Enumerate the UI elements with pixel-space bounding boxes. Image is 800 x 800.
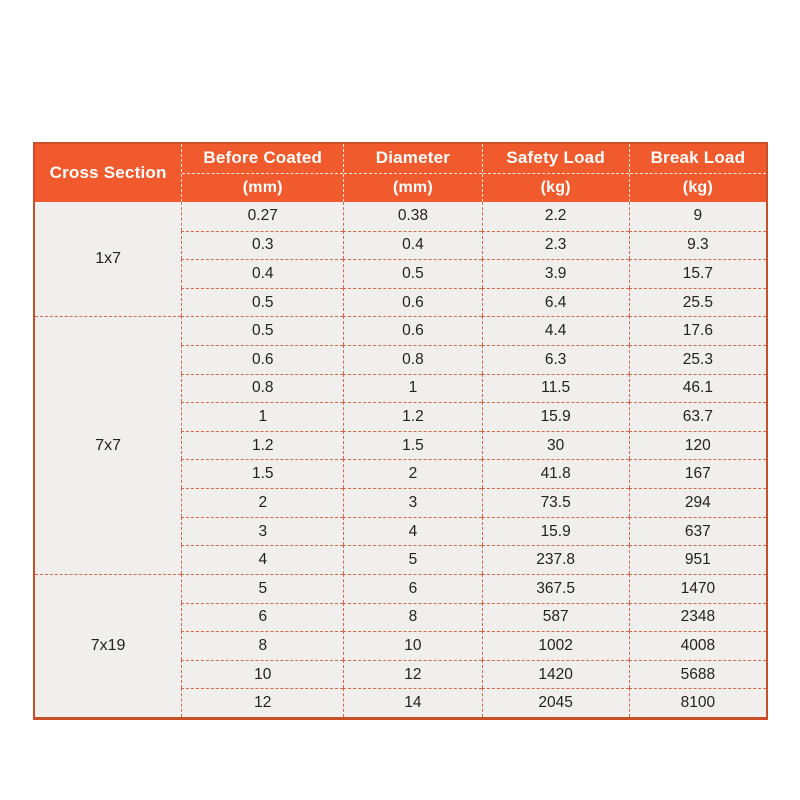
header-unit: (mm)	[344, 173, 481, 203]
table-cell: 12	[181, 688, 343, 717]
header-title: Cross Section	[49, 163, 167, 182]
table-cell: 14	[343, 688, 481, 717]
header-cell-break-load	[629, 144, 766, 202]
table-cell: 25.5	[629, 288, 766, 317]
table-cell: 3	[343, 488, 481, 517]
table-cell: 6	[181, 603, 343, 632]
table-cell: 46.1	[629, 374, 766, 403]
section-label-7x7: 7x7	[35, 316, 181, 574]
table-cell: 1420	[482, 660, 629, 689]
table-cell: 8	[181, 631, 343, 660]
header-unit: (kg)	[630, 173, 766, 203]
table-cell: 2	[181, 488, 343, 517]
header-unit: (kg)	[483, 173, 629, 203]
wire-rope-spec-table	[33, 142, 768, 720]
table-cell: 294	[629, 488, 766, 517]
table-cell: 15.9	[482, 402, 629, 431]
table-cell: 1.2	[181, 431, 343, 460]
table-cell: 5	[181, 574, 343, 603]
table-cell: 0.8	[343, 345, 481, 374]
table-cell: 1.5	[181, 459, 343, 488]
table-cell: 637	[629, 517, 766, 546]
table-cell: 0.6	[343, 316, 481, 345]
table-cell: 4008	[629, 631, 766, 660]
table-cell: 1002	[482, 631, 629, 660]
table-cell: 15.7	[629, 259, 766, 288]
header-title: Before Coated	[203, 148, 323, 168]
table-cell: 0.3	[181, 231, 343, 260]
table-cell: 4	[343, 517, 481, 546]
table-cell: 6.3	[482, 345, 629, 374]
table-cell: 0.5	[343, 259, 481, 288]
table-cell: 2.3	[482, 231, 629, 260]
table-cell: 1.5	[343, 431, 481, 460]
table-cell: 10	[181, 660, 343, 689]
table-cell: 11.5	[482, 374, 629, 403]
table-cell: 167	[629, 459, 766, 488]
table-cell: 5	[343, 545, 481, 574]
table-cell: 9.3	[629, 231, 766, 260]
table-cell: 3	[181, 517, 343, 546]
table-cell: 1	[181, 402, 343, 431]
table-cell: 2045	[482, 688, 629, 717]
table-cell: 237.8	[482, 545, 629, 574]
section-label-7x19: 7x19	[35, 574, 181, 717]
table-cell: 17.6	[629, 316, 766, 345]
table-cell: 15.9	[482, 517, 629, 546]
table-cell: 0.4	[343, 231, 481, 260]
table-cell: 6.4	[482, 288, 629, 317]
table-cell: 2.2	[482, 202, 629, 231]
header-cell-before-coated	[181, 144, 343, 202]
table-cell: 25.3	[629, 345, 766, 374]
section-label-1x7: 1x7	[35, 202, 181, 316]
table-cell: 3.9	[482, 259, 629, 288]
table-cell: 367.5	[482, 574, 629, 603]
table-cell: 8100	[629, 688, 766, 717]
table-cell: 0.27	[181, 202, 343, 231]
table-cell: 9	[629, 202, 766, 231]
table-cell: 0.6	[181, 345, 343, 374]
table-cell: 41.8	[482, 459, 629, 488]
header-title: Safety Load	[506, 148, 605, 168]
header-cell-diameter	[343, 144, 481, 202]
table-cell: 0.6	[343, 288, 481, 317]
table-cell: 10	[343, 631, 481, 660]
table-cell: 4	[181, 545, 343, 574]
header-cell-cross-section	[35, 144, 181, 202]
table-cell: 8	[343, 603, 481, 632]
table-cell: 0.5	[181, 316, 343, 345]
table-cell: 951	[629, 545, 766, 574]
header-title: Break Load	[650, 148, 746, 168]
table-cell: 0.4	[181, 259, 343, 288]
table-cell: 73.5	[482, 488, 629, 517]
table-cell: 30	[482, 431, 629, 460]
table-cell: 2	[343, 459, 481, 488]
table-cell: 12	[343, 660, 481, 689]
table-cell: 0.8	[181, 374, 343, 403]
table-cell: 120	[629, 431, 766, 460]
table-cell: 2348	[629, 603, 766, 632]
table-cell: 63.7	[629, 402, 766, 431]
header-title: Diameter	[375, 148, 451, 168]
table-cell: 4.4	[482, 316, 629, 345]
table-cell: 1.2	[343, 402, 481, 431]
table-cell: 0.5	[181, 288, 343, 317]
table-cell: 1470	[629, 574, 766, 603]
header-unit: (mm)	[182, 173, 343, 203]
header-cell-safety-load	[482, 144, 629, 202]
table-cell: 1	[343, 374, 481, 403]
table-cell: 6	[343, 574, 481, 603]
table-cell: 5688	[629, 660, 766, 689]
table-cell: 0.38	[343, 202, 481, 231]
table-cell: 587	[482, 603, 629, 632]
